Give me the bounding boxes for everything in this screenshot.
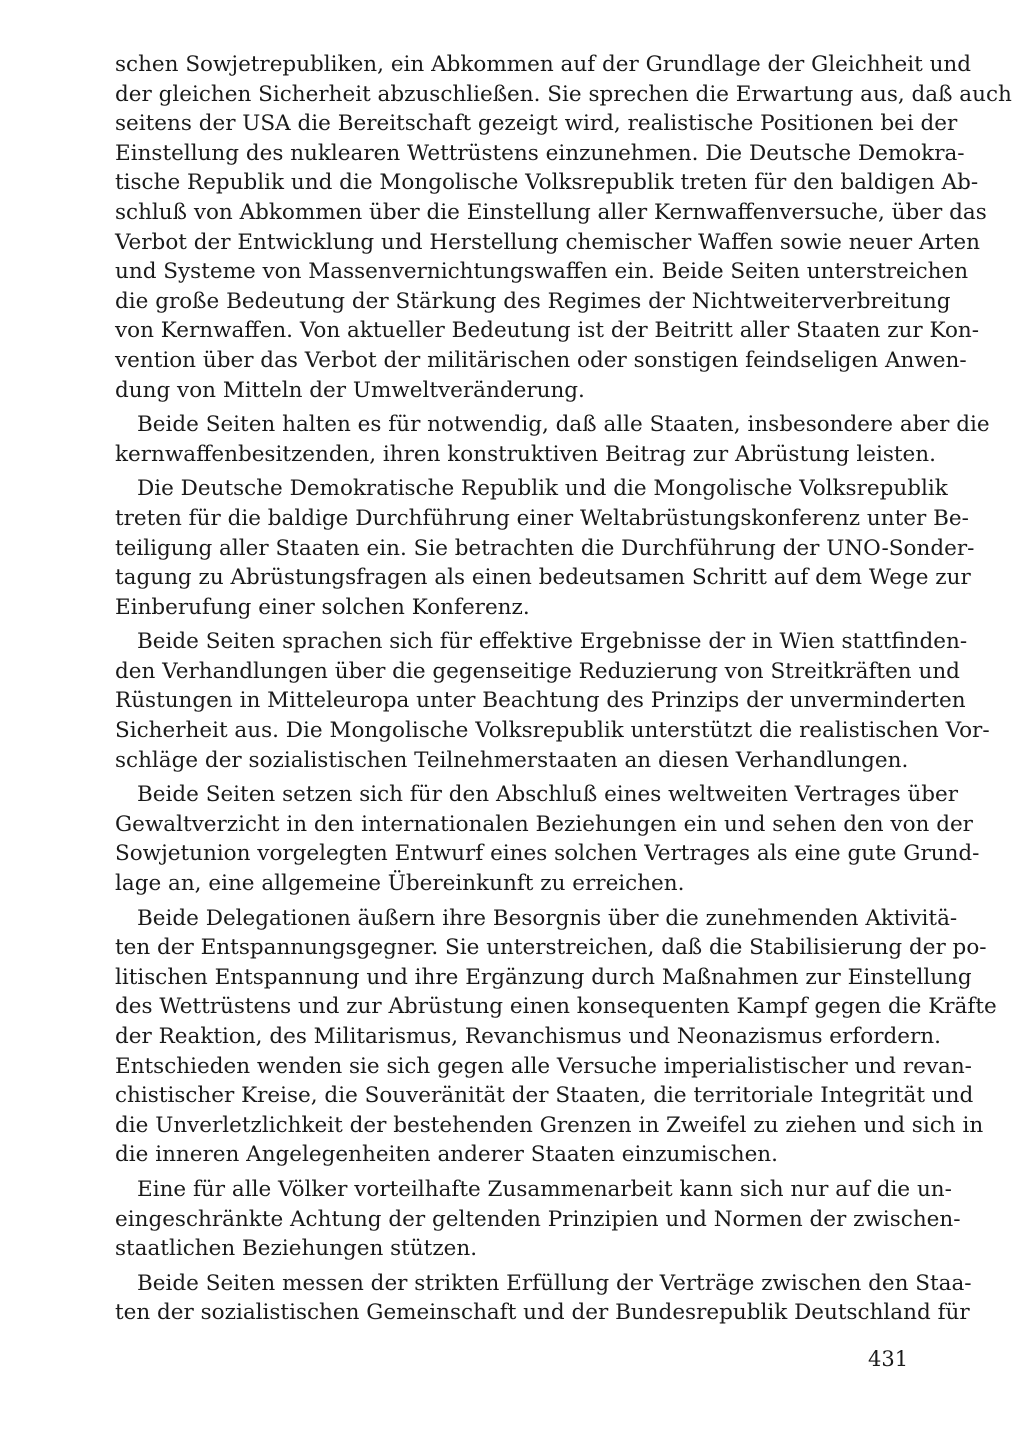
text-line: die inneren Angelegenheiten anderer Staaten einzumischen.	[115, 1142, 778, 1168]
text-line: schläge der sozialistischen Teilnehmerstaaten an diesen Verhandlungen.	[115, 747, 909, 773]
text-line: chistischer Kreise, die Souveränität der Staaten, die territoriale Integrität und	[115, 1083, 974, 1109]
text-line: Die Deutsche Demokratische Republik und die Mongolische Volksrepublik	[137, 476, 948, 502]
text-line: Sicherheit aus. Die Mongolische Volksrepublik unterstützt die realistischen Vor-	[115, 718, 990, 744]
text-line: Beide Seiten sprachen sich für effektive Ergebnisse der in Wien stattfinden-	[137, 629, 968, 655]
text-line: ten der sozialistischen Gemeinschaft und der Bundesrepublik Deutschland für	[115, 1300, 970, 1326]
text-line: tische Republik und die Mongolische Volksrepublik treten für den baldigen Ab-	[115, 170, 979, 196]
text-line: die große Bedeutung der Stärkung des Regimes der Nichtweiterverbreitung	[115, 288, 951, 314]
paragraph	[115, 904, 997, 1170]
paragraph	[115, 627, 990, 775]
text-line: von Kernwaffen. Von aktueller Bedeutung ist der Beitritt aller Staaten zur Kon-	[115, 318, 980, 344]
text-line: und Systeme von Massenvernichtungswaffen ein. Beide Seiten unterstreichen	[115, 259, 969, 285]
text-line: litischen Entspannung und ihre Ergänzung durch Maßnahmen zur Einstellung	[115, 964, 972, 990]
text-line: die Unverletzlichkeit der bestehenden Grenzen in Zweifel zu ziehen und sich in	[115, 1112, 984, 1138]
text-line: den Verhandlungen über die gegenseitige Reduzierung von Streitkräften und	[115, 658, 960, 684]
text-line: der gleichen Sicherheit abzuschließen. Sie sprechen die Erwartung aus, daß auch	[115, 81, 1012, 107]
text-line: Eine für alle Völker vorteilhafte Zusammenarbeit kann sich nur auf die un-	[137, 1176, 952, 1202]
text-line: Beide Seiten setzen sich für den Abschluß eines weltweiten Vertrages über	[137, 782, 959, 808]
text-line: Sowjetunion vorgelegten Entwurf eines solchen Vertrages als eine gute Grund-	[115, 841, 980, 867]
text-line: des Wettrüstens und zur Abrüstung einen konsequenten Kampf gegen die Kräfte	[115, 994, 997, 1020]
text-line: kernwaffenbesitzenden, ihren konstruktiven Beitrag zur Abrüstung leisten.	[115, 441, 936, 467]
text-line: eingeschränkte Achtung der geltenden Prinzipien und Normen der zwischen-	[115, 1206, 961, 1232]
text-line: teiligung aller Staaten ein. Sie betrachten die Durchführung der UNO-Sonder-	[115, 535, 975, 561]
text-line: Einstellung des nuklearen Wettrüstens einzunehmen. Die Deutsche Demokra-	[115, 140, 965, 166]
paragraph	[115, 1175, 961, 1264]
text-line: Gewaltverzicht in den internationalen Beziehungen ein und sehen den von der	[115, 811, 973, 837]
text-line: dung von Mitteln der Umweltveränderung.	[115, 377, 585, 403]
page-number: 431	[868, 1347, 909, 1371]
text-line: Verbot der Entwicklung und Herstellung chemischer Waffen sowie neuer Arten	[115, 229, 980, 255]
text-line: der Reaktion, des Militarismus, Revanchismus und Neonazismus erfordern.	[115, 1024, 941, 1049]
text-line: lage an, eine allgemeine Übereinkunft zu erreichen.	[115, 871, 685, 897]
paragraph	[115, 50, 1012, 405]
text-line: tagung zu Abrüstungsfragen als einen bedeutsamen Schritt auf dem Wege zur	[115, 565, 971, 591]
text-line: staatlichen Beziehungen stützen.	[115, 1236, 478, 1262]
paragraph	[115, 1269, 972, 1328]
body-text	[115, 50, 1012, 1328]
paragraph	[115, 474, 975, 622]
paragraph	[115, 780, 980, 898]
text-line: seitens der USA die Bereitschaft gezeigt wird, realistische Positionen bei der	[115, 111, 958, 137]
text-line: Beide Seiten halten es für notwendig, daß alle Staaten, insbesondere aber die	[137, 412, 990, 438]
text-line: Beide Delegationen äußern ihre Besorgnis über die zunehmenden Aktivitä-	[137, 905, 958, 931]
text-line: schen Sowjetrepubliken, ein Abkommen auf der Grundlage der Gleichheit und	[115, 52, 972, 77]
text-line: schluß von Abkommen über die Einstellung aller Kernwaffenversuche, über das	[115, 199, 987, 225]
text-line: ten der Entspannungsgegner. Sie unterstreichen, daß die Stabilisierung der po-	[115, 935, 987, 961]
text-line: Entschieden wenden sie sich gegen alle Versuche imperialistischer und revan-	[115, 1053, 972, 1079]
text-line: Einberufung einer solchen Konferenz.	[115, 594, 530, 620]
text-line: Rüstungen in Mitteleuropa unter Beachtung des Prinzips der unverminderten	[115, 688, 966, 714]
text-line: vention über das Verbot der militärischen oder sonstigen feindseligen Anwen-	[115, 347, 967, 373]
text-line: treten für die baldige Durchführung einer Weltabrüstungskonferenz unter Be-	[115, 505, 969, 531]
paragraph	[115, 410, 990, 469]
text-line: Beide Seiten messen der strikten Erfüllung der Verträge zwischen den Staa-	[137, 1270, 972, 1296]
